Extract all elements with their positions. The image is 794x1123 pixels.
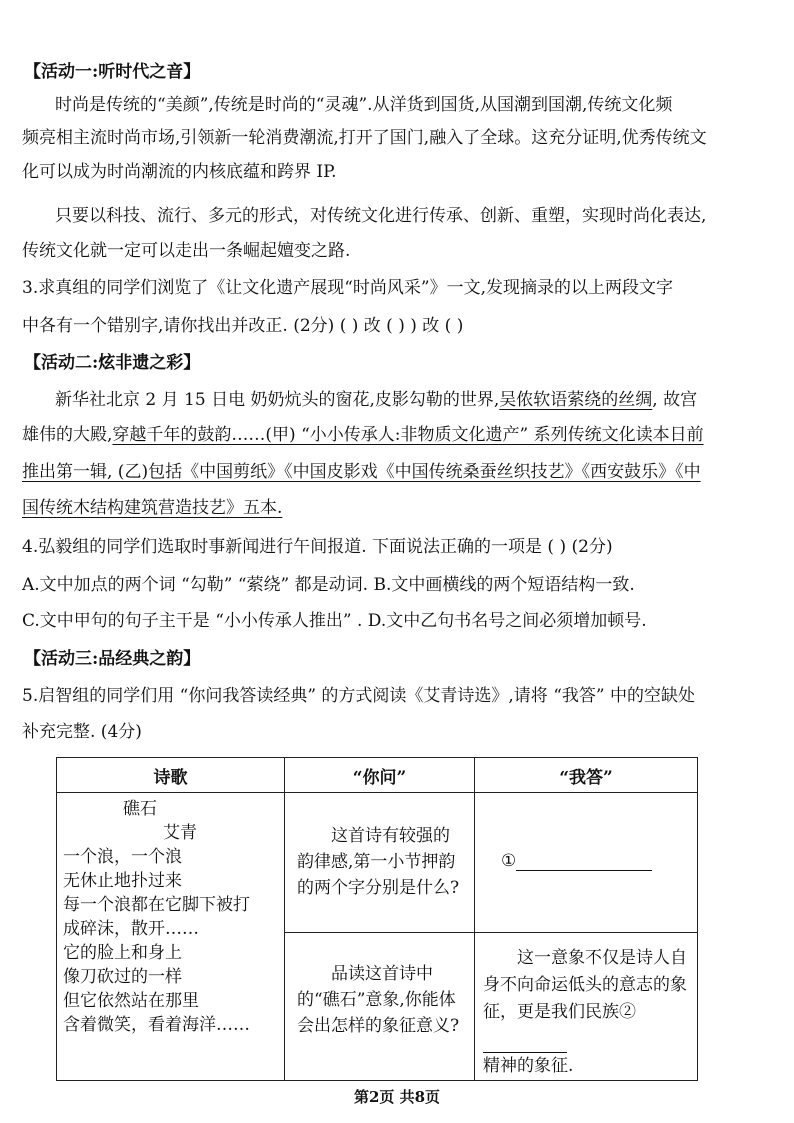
poem-line: 无休止地扑过来 (63, 871, 182, 891)
activity2-heading: 【活动二:炫非遗之彩】 (24, 353, 201, 373)
answer-text-2-end: 精神的象征. (483, 1056, 574, 1076)
question4-options-cd: C.文中甲句的句子主干是 “小小传承人推出” . D.文中乙句书名号之间必须增加顿号. (22, 611, 647, 631)
poem-line: 但它依然站在那里 (63, 991, 199, 1011)
poem-author: 艾青 (163, 823, 197, 843)
question3-line1: 3.求真组的同学们浏览了《让文化遗产展现“时尚风采”》一文,发现摘录的以上两段文字 (22, 278, 674, 298)
underlined-phrase-1: 吴侬软语萦绕的丝绸 (499, 390, 653, 410)
activity1-heading: 【活动一:听时代之音】 (24, 62, 201, 82)
question5-line2: 补充完整. (4分) (22, 722, 142, 742)
activity1-paragraph1-line3: 化可以成为时尚潮流的内核底蕴和跨界 IP. (22, 162, 337, 182)
news-line3: 推出第一辑, (乙)包括《中国剪纸》《中国皮影戏《中国传统桑蚕丝织技艺》《西安鼓乐》《中 (22, 462, 701, 482)
answer-cell-2 (475, 933, 698, 1081)
question-cell-2 (285, 933, 475, 1081)
table-header-row (57, 758, 698, 793)
poem-cell (57, 793, 285, 1081)
question4-line1: 4.弘毅组的同学们选取时事新闻进行午间报道. 下面说法正确的一项是 ( ) (2分) (22, 537, 613, 557)
question-cell-1 (285, 793, 475, 933)
header-poem: 诗歌 (57, 758, 285, 793)
question-text-2: 品读这首诗中的“礁石”意象,你能体会出怎样的象征意义? (297, 964, 460, 1036)
answer-cell-1 (475, 793, 698, 933)
activity1-paragraph2-line1: 只要以科技、流行、多元的形式，对传统文化进行传承、创新、重塑，实现时尚化表达, (55, 206, 707, 226)
poem-line: 一个浪，一个浪 (63, 847, 182, 867)
news-line1 (55, 388, 697, 412)
answer-marker-1: ① (501, 851, 517, 871)
poem-line: 它的脸上和身上 (63, 943, 182, 963)
activity3-heading: 【活动三:品经典之韵】 (24, 649, 201, 669)
news-line1-text: 新华社北京 2 月 15 日电 奶奶炕头的窗花,皮影勾勒的世界, (55, 390, 500, 410)
poem-title: 礁石 (123, 799, 157, 819)
activity1-paragraph1-line1: 时尚是传统的“美颜”,传统是时尚的“灵魂”.从洋货到国货,从国潮到国潮,传统文化频 (55, 95, 673, 115)
question-text-1: 这首诗有较强的韵律感,第一小节押韵的两个字分别是什么? (297, 826, 460, 898)
table-row (57, 793, 698, 933)
activity1-paragraph2-line2: 传统文化就一定可以走出一条崛起嬗变之路. (22, 241, 351, 261)
activity1-paragraph1-line2: 频亮相主流时尚市场,引领新一轮消费潮流,打开了国门,融入了全球。这充分证明,优秀传统文 (22, 128, 707, 148)
news-line2-sentence-a: ……(甲) “小小传承人:非物质文化遗产” 系列传统文化读本日前 (231, 425, 704, 445)
question4-options-ab: A.文中加点的两个词 “勾勒” “萦绕” 都是动词. B.文中画横线的两个短语结构一致. (22, 575, 635, 595)
answer-text-2: 这一意象不仅是诗人自身不向命运低头的意志的象征，更是我们民族② (483, 948, 687, 1022)
poem-line: 每一个浪都在它脚下被打 (63, 895, 250, 915)
poem-line: 成碎沫，散开…… (63, 919, 199, 939)
poem-line: 像刀砍过的一样 (63, 967, 182, 987)
question3-line2: 中各有一个错别字,请你找出并改正. (2分) ( ) 改 ( ) ) 改 ( ) (22, 316, 464, 336)
page-footer: 第2页 共8页 (353, 1088, 441, 1106)
poem-line: 含着微笑，看着海洋…… (63, 1015, 250, 1035)
underlined-phrase-2: 穿越千年的鼓韵 (112, 425, 232, 445)
answer-blank-1[interactable] (516, 852, 652, 871)
question5-line1: 5.启智组的同学们用 “你问我答读经典” 的方式阅读《艾青诗选》,请将 “我答” 中的空缺处 (22, 686, 696, 706)
header-answer: “我答” (475, 758, 698, 793)
answer-blank-2[interactable] (483, 1034, 567, 1053)
header-question: “你问” (285, 758, 475, 793)
news-line4: 国传统木结构建筑营造技艺》五本. (22, 498, 283, 518)
news-line1-tail: , 故宫 (652, 390, 698, 410)
news-line2-text: 雄伟的大殿, (22, 425, 113, 445)
poem-qa-table (56, 757, 698, 1081)
news-line2 (22, 423, 704, 447)
